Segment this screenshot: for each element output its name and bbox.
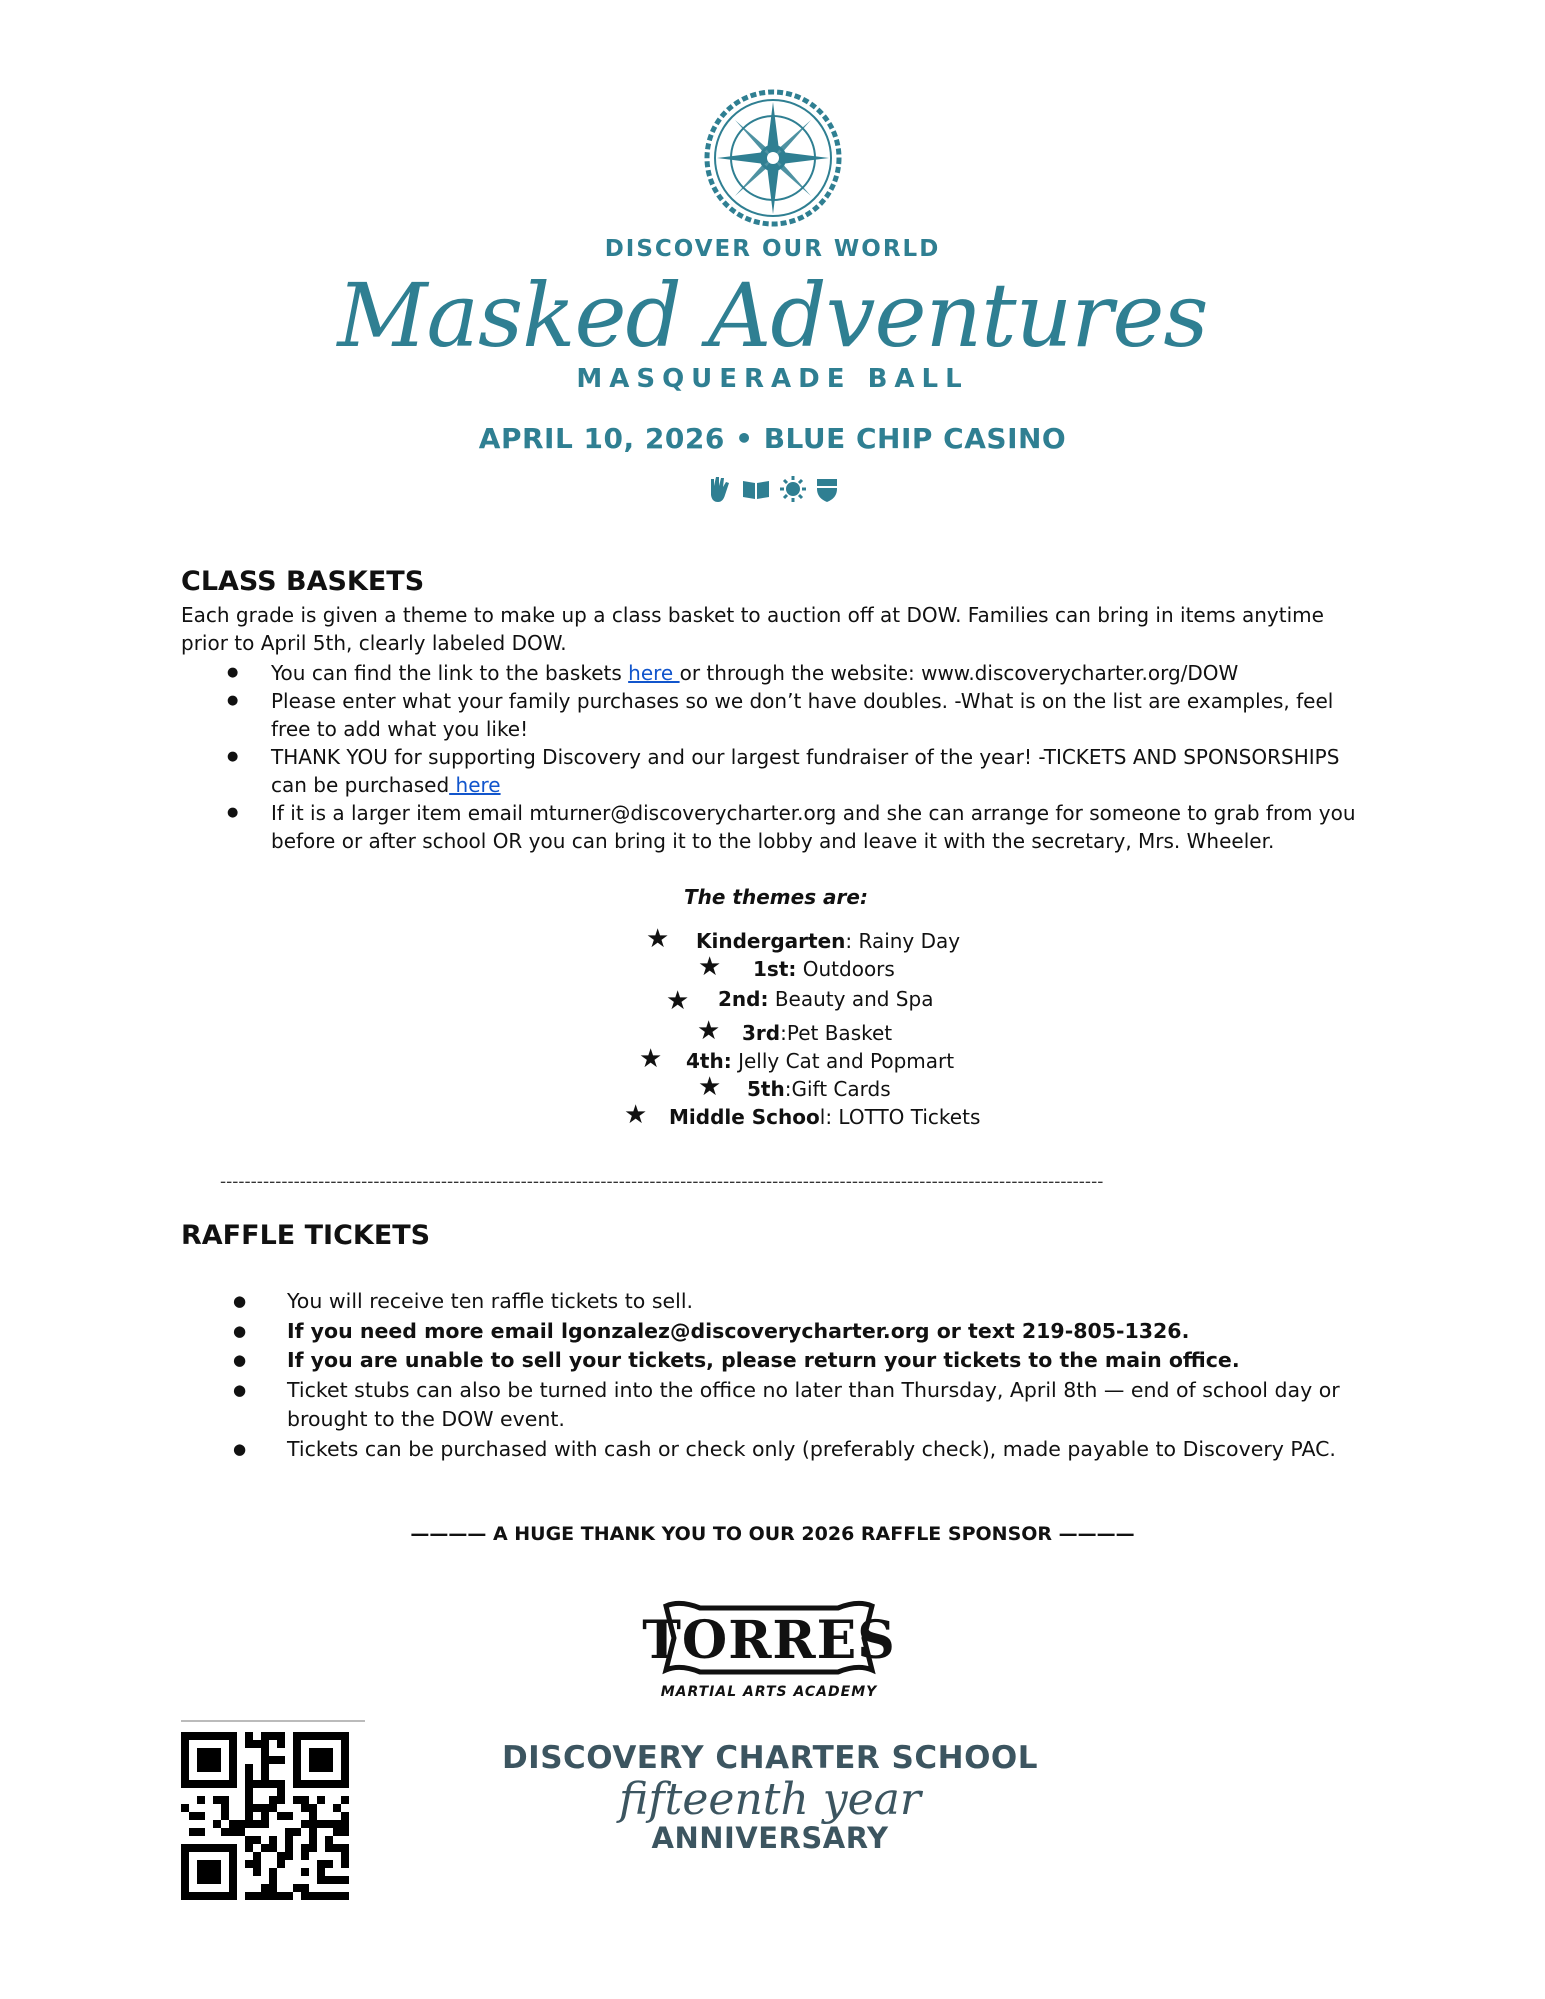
class-baskets-intro: Each grade is given a theme to make up a class basket to auction off at DOW. Families can bring in items anytime prior to April 5th, clearly labeled DOW. [181,603,1324,655]
star-icon: ★ [639,1044,663,1074]
qr-code-icon [181,1732,349,1900]
theme-2nd: ★ 2nd: Beauty and Spa [666,986,934,1016]
list-item: ● THANK YOU for supporting Discovery and our largest fundraiser of the year! -TICKETS AND SPONSORSHIPS can be purchased here [271,743,1371,799]
theme-1st: ★ 1st: Outdoors [698,952,895,982]
hand-icon [707,475,733,503]
anniversary-label: ANNIVERSARY [651,1821,889,1855]
star-icon: ★ [624,1100,648,1130]
theme-middle-school: ★ Middle School: LOTTO Tickets [624,1100,981,1130]
event-logo [0,88,1545,503]
themes-title: The themes are: [684,885,868,909]
list-item: ● If you need more email lgonzalez@discoverycharter.org or text 219-805-1326. [287,1317,1371,1347]
anniversary-logo [450,1740,1090,1855]
list-item: ● Tickets can be purchased with cash or check only (preferably check), made payable to Discovery PAC. [287,1435,1371,1465]
torres-logo [642,1598,896,1702]
baskets-link[interactable]: here [628,661,680,685]
event-date-venue: APRIL 10, 2026 • BLUE CHIP CASINO [478,422,1067,455]
list-item: ● You can find the link to the baskets here or through the website: www.discoverycharter.org/DOW [271,659,1371,687]
star-icon: ★ [698,952,722,982]
class-baskets-section [181,566,1371,1131]
torres-logo-subtitle: MARTIAL ARTS ACADEMY [660,1684,878,1700]
theme-icons [0,475,1545,503]
anniversary-script: fifteenth year [619,1774,921,1825]
tickets-link[interactable]: here [449,773,501,797]
theme-4th: ★ 4th: Jelly Cat and Popmart [639,1044,955,1074]
star-icon: ★ [698,1072,722,1102]
qr-code[interactable] [181,1720,365,1910]
event-title: Masked Adventures [337,264,1208,367]
school-name: DISCOVERY CHARTER SCHOOL [501,1740,1039,1776]
list-item: ● If it is a larger item email mturner@discoverycharter.org and she can arrange for someone to grab from you before or after school OR you can bring it to the lobby and leave it with the secretary, Mrs. Wheeler. [271,799,1371,855]
class-baskets-heading: CLASS BASKETS [181,566,425,597]
raffle-list [181,1287,1371,1464]
theme-3rd: ★ 3rd:Pet Basket [697,1016,893,1046]
shield-icon [815,475,839,503]
sun-icon [779,475,807,503]
list-item: ● You will receive ten raffle tickets to sell. [287,1287,1371,1317]
compass-emblem-icon [703,88,843,228]
raffle-section [181,1220,1371,1464]
list-item: ● Ticket stubs can also be turned into the office no later than Thursday, April 8th — end of school day or brought to the DOW event. [287,1376,1371,1435]
star-icon: ★ [666,986,690,1016]
star-icon: ★ [697,1016,721,1046]
section-divider: ------------------------------------------------------------------------------------------------------------------------------------------------ [220,1172,1104,1192]
theme-5th: ★ 5th:Gift Cards [698,1072,891,1102]
themes-list [181,924,1371,1131]
sponsor-thanks: ———— A HUGE THANK YOU TO OUR 2026 RAFFLE SPONSOR ———— [410,1523,1135,1545]
list-item: ● If you are unable to sell your tickets, please return your tickets to the main office. [287,1346,1371,1376]
theme-kindergarten: ★ Kindergarten: Rainy Day [646,924,961,954]
org-name: DISCOVER OUR WORLD [604,236,941,262]
event-subtitle: MASQUERADE BALL [576,364,969,394]
raffle-heading: RAFFLE TICKETS [181,1220,431,1251]
class-baskets-list [181,659,1371,855]
star-icon: ★ [646,924,670,954]
book-icon [741,475,771,503]
list-item: ● Please enter what your family purchases so we don’t have doubles. -What is on the list are examples, feel free to add what you like! [271,687,1371,743]
torres-logo-name: TORRES [642,1610,896,1671]
